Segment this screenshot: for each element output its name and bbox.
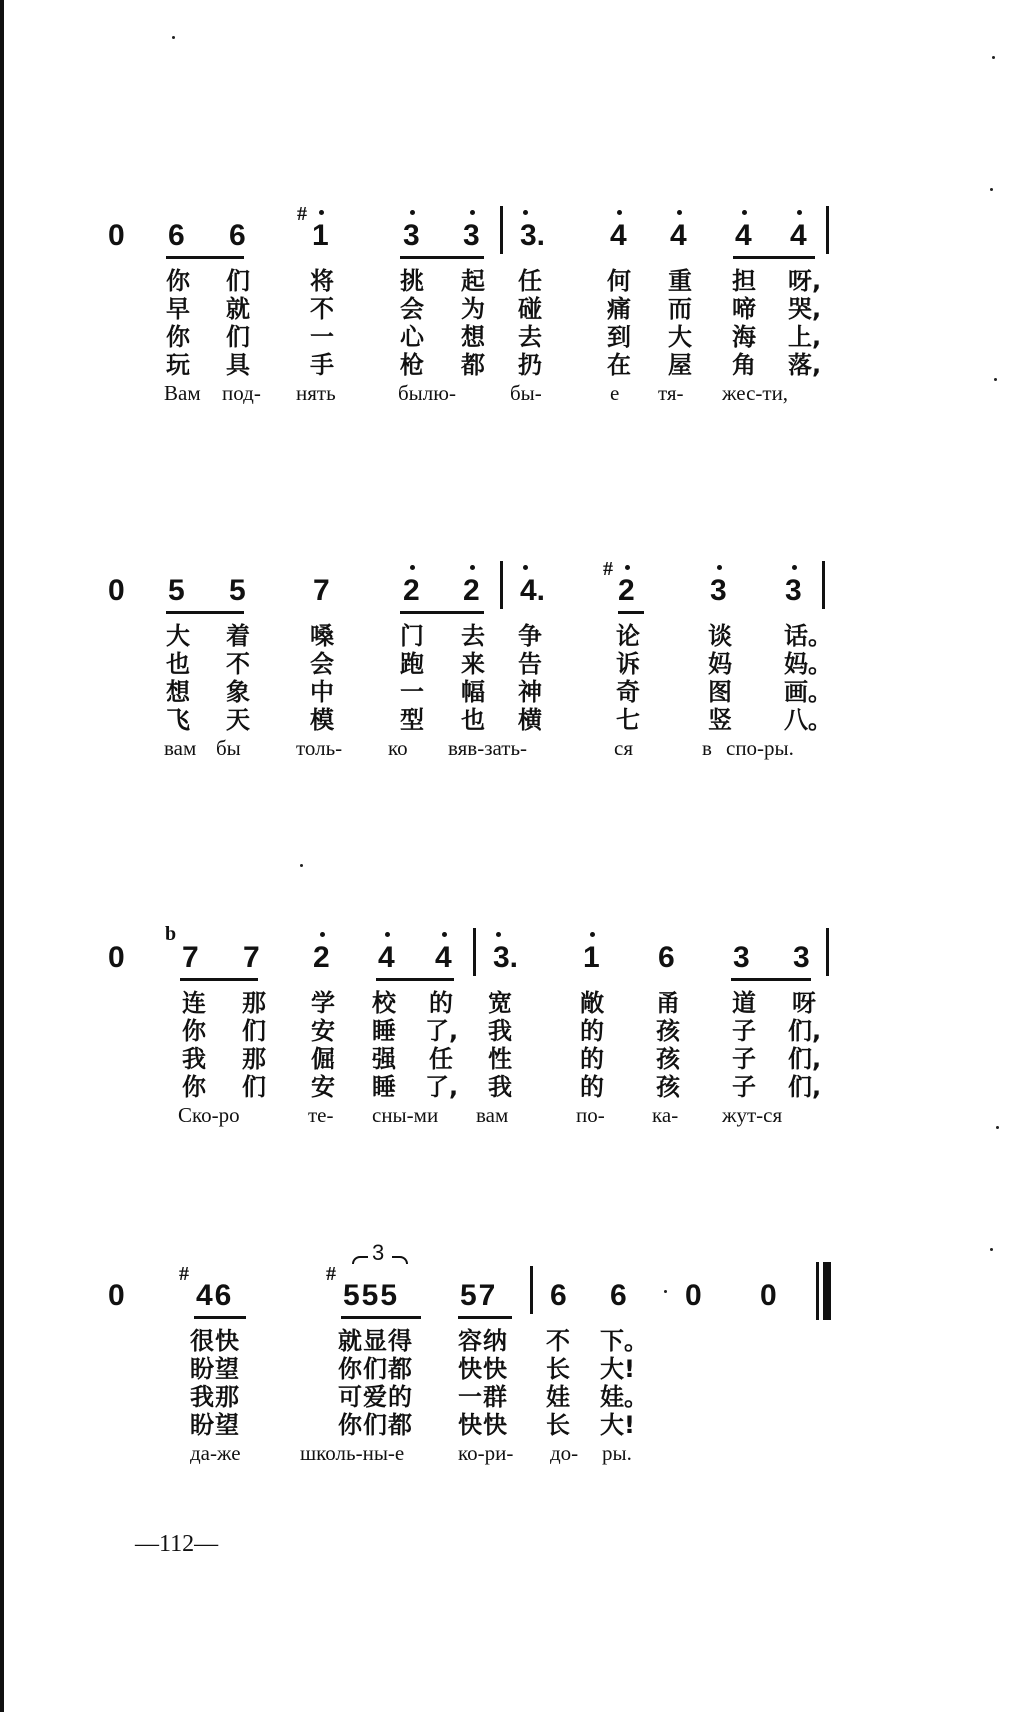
notation-row xyxy=(0,912,1024,998)
russian-syllable: жут-ся xyxy=(722,1103,783,1127)
notation-row xyxy=(0,545,1024,631)
system-3 xyxy=(0,912,1024,1152)
lyric-syllable: 八。 xyxy=(784,706,832,734)
lyric-syllable: 的 xyxy=(429,989,453,1017)
bar-line xyxy=(500,561,503,609)
note: 3. xyxy=(493,941,519,974)
lyric-syllable: 何 xyxy=(607,267,631,295)
russian-syllable: вяв-зать- xyxy=(448,736,528,760)
lyric-syllable: 图 xyxy=(708,678,732,706)
lyric-syllable: 子 xyxy=(732,1045,756,1073)
lyric-syllable: 象 xyxy=(226,678,250,706)
bar-line xyxy=(826,928,829,976)
russian-syllable: да-же xyxy=(190,1441,241,1465)
russian-syllable: ка- xyxy=(652,1103,679,1127)
russian-syllable: бы xyxy=(216,736,241,760)
note: 0 xyxy=(108,574,125,607)
lyric-syllable: 我 xyxy=(182,1045,206,1073)
note: 0 xyxy=(108,1279,125,1312)
note: 3 xyxy=(785,574,802,607)
russian-syllable: Вам xyxy=(164,381,201,405)
speck xyxy=(172,36,175,39)
high-octave-dot xyxy=(385,932,390,937)
lyric-syllable: 幅 xyxy=(461,678,485,706)
lyric-word: 就显得 xyxy=(338,1327,413,1355)
lyric-syllable: 落, xyxy=(788,351,822,379)
lyric-syllable: 大! xyxy=(600,1355,635,1383)
note: 3 xyxy=(403,219,420,252)
lyric-syllable: 大 xyxy=(668,323,692,351)
lyric-syllable: 们 xyxy=(226,267,250,295)
lyric-syllable: 你 xyxy=(166,323,190,351)
lyric-syllable: 孩 xyxy=(656,1017,680,1045)
lyric-syllable: 子 xyxy=(732,1017,756,1045)
lyric-syllable: 子 xyxy=(732,1073,756,1101)
lyric-syllable: 重 xyxy=(668,267,692,295)
note: 0 xyxy=(108,941,125,974)
note-group: 555 xyxy=(343,1279,400,1312)
lyric-syllable: 们, xyxy=(788,1073,822,1101)
eighth-beam xyxy=(733,256,815,259)
lyric-syllable: 性 xyxy=(488,1045,512,1073)
triplet-bracket-right xyxy=(392,1256,408,1264)
high-octave-dot xyxy=(797,210,802,215)
russian-syllable: ся xyxy=(614,736,633,760)
note: 1 xyxy=(312,219,329,252)
russian-syllable: ко xyxy=(388,736,408,760)
note: 3 xyxy=(710,574,727,607)
lyric-syllable: 呀 xyxy=(792,989,816,1017)
lyric-syllable: 手 xyxy=(310,351,334,379)
note: 6 xyxy=(168,219,185,252)
high-octave-dot xyxy=(442,932,447,937)
lyric-word: 容纳 xyxy=(458,1327,508,1355)
lyric-syllable: 跑 xyxy=(400,650,424,678)
lyric-syllable: 想 xyxy=(166,678,190,706)
note: 3 xyxy=(793,941,810,974)
russian-syllable: под- xyxy=(222,381,261,405)
russian-syllable: школь-ны-е xyxy=(300,1441,405,1465)
lyric-syllable: 妈 xyxy=(708,650,732,678)
high-octave-dot xyxy=(410,565,415,570)
notation-row xyxy=(0,190,1024,276)
lyric-syllable: 会 xyxy=(400,295,424,323)
eighth-beam xyxy=(180,978,258,981)
eighth-beam xyxy=(376,978,454,981)
lyric-syllable: 甬 xyxy=(656,989,680,1017)
note: 4 xyxy=(435,941,452,974)
notation-row xyxy=(0,1240,1024,1336)
russian-syllable: бы- xyxy=(510,381,542,405)
lyric-syllable: 那 xyxy=(242,1045,266,1073)
eighth-beam xyxy=(194,1316,246,1319)
accidental-sharp: # xyxy=(179,1263,189,1285)
eighth-beam xyxy=(618,611,644,614)
lyric-syllable: 去 xyxy=(518,323,542,351)
lyric-syllable: 们 xyxy=(226,323,250,351)
lyric-syllable: 诉 xyxy=(616,650,640,678)
lyric-syllable: 安 xyxy=(311,1017,335,1045)
high-octave-dot xyxy=(320,932,325,937)
lyric-syllable: 告 xyxy=(518,650,542,678)
high-octave-dot xyxy=(496,932,501,937)
russian-syllable: ры. xyxy=(602,1441,632,1465)
lyric-syllable: 们 xyxy=(242,1073,266,1101)
lyric-syllable: 了, xyxy=(425,1017,459,1045)
lyric-syllable: 孩 xyxy=(656,1073,680,1101)
note: 6 xyxy=(550,1279,567,1312)
lyric-syllable: 们, xyxy=(788,1045,822,1073)
system-1 xyxy=(0,190,1024,430)
lyric-syllable: 大! xyxy=(600,1411,635,1439)
lyric-syllable: 争 xyxy=(518,622,542,650)
lyric-syllable: 强 xyxy=(372,1045,396,1073)
high-octave-dot xyxy=(625,565,630,570)
high-octave-dot xyxy=(717,565,722,570)
lyric-syllable: 也 xyxy=(166,650,190,678)
lyric-syllable: 不 xyxy=(546,1327,570,1355)
russian-syllable: спо-ры. xyxy=(726,736,794,760)
lyric-syllable: 校 xyxy=(372,989,396,1017)
note-group: 46 xyxy=(196,1279,234,1312)
note-group: 57 xyxy=(460,1279,498,1312)
eighth-beam xyxy=(400,611,484,614)
page-number: —112— xyxy=(135,1531,219,1557)
note: 2 xyxy=(403,574,420,607)
lyric-syllable: 为 xyxy=(461,295,485,323)
note: 7 xyxy=(182,941,199,974)
russian-syllable: сны-ми xyxy=(372,1103,439,1127)
russian-syllable: вам xyxy=(476,1103,509,1127)
lyric-syllable: 玩 xyxy=(166,351,190,379)
lyric-word: 盼望 xyxy=(190,1355,240,1383)
lyric-word: 快快 xyxy=(458,1411,508,1439)
lyric-syllable: 倔 xyxy=(311,1045,335,1073)
speck xyxy=(992,56,995,59)
high-octave-dot xyxy=(319,210,324,215)
system-4 xyxy=(0,1240,1024,1490)
lyric-syllable: 神 xyxy=(518,678,542,706)
lyric-syllable: 中 xyxy=(310,678,334,706)
high-octave-dot xyxy=(792,565,797,570)
lyric-syllable: 下。 xyxy=(600,1327,648,1355)
high-octave-dot xyxy=(617,210,622,215)
lyric-syllable: 早 xyxy=(166,295,190,323)
lyric-syllable: 来 xyxy=(461,650,485,678)
russian-syllable: до- xyxy=(550,1441,579,1465)
lyric-syllable: 嗓 xyxy=(310,622,334,650)
lyric-syllable: 在 xyxy=(607,351,631,379)
lyric-syllable: 你 xyxy=(182,1073,206,1101)
lyric-word: 盼望 xyxy=(190,1411,240,1439)
high-octave-dot xyxy=(410,210,415,215)
lyric-syllable: 也 xyxy=(461,706,485,734)
lyric-syllable: 我 xyxy=(488,1017,512,1045)
lyric-syllable: 奇 xyxy=(616,678,640,706)
eighth-beam xyxy=(341,1316,421,1319)
final-bar-line-thick xyxy=(823,1262,831,1320)
note: 2 xyxy=(618,574,635,607)
note: 3 xyxy=(733,941,750,974)
lyric-syllable: 任 xyxy=(518,267,542,295)
lyric-syllable: 横 xyxy=(518,706,542,734)
lyric-syllable: 飞 xyxy=(166,706,190,734)
eighth-beam xyxy=(731,978,811,981)
lyric-syllable: 就 xyxy=(226,295,250,323)
lyric-syllable: 担 xyxy=(732,267,756,295)
lyric-syllable: 屋 xyxy=(668,351,692,379)
lyric-syllable: 宽 xyxy=(488,989,512,1017)
lyric-syllable: 大 xyxy=(166,622,190,650)
lyric-word: 快快 xyxy=(458,1355,508,1383)
lyric-syllable: 碰 xyxy=(518,295,542,323)
lyric-syllable: 敞 xyxy=(580,989,604,1017)
lyric-word: 我那 xyxy=(190,1383,240,1411)
lyric-syllable: 孩 xyxy=(656,1045,680,1073)
russian-syllable: жес-ти, xyxy=(722,381,789,405)
lyric-syllable: 妈。 xyxy=(784,650,832,678)
note: 6 xyxy=(610,1279,627,1312)
lyric-syllable: 天 xyxy=(226,706,250,734)
russian-syllable: былю- xyxy=(398,381,456,405)
lyric-syllable: 任 xyxy=(429,1045,453,1073)
lyric-syllable: 的 xyxy=(580,1017,604,1045)
note: 7 xyxy=(243,941,260,974)
lyric-syllable: 哭, xyxy=(788,295,822,323)
lyric-syllable: 不 xyxy=(226,650,250,678)
bar-line xyxy=(473,928,476,976)
note: 0 xyxy=(685,1279,702,1312)
lyric-syllable: 模 xyxy=(310,706,334,734)
note: 6 xyxy=(658,941,675,974)
russian-syllable: в xyxy=(702,736,712,760)
russian-syllable: нять xyxy=(296,381,336,405)
bar-line xyxy=(500,206,503,254)
accidental-flat: b xyxy=(165,923,177,945)
final-bar-line-thin xyxy=(816,1262,819,1320)
eighth-beam xyxy=(166,256,244,259)
eighth-beam xyxy=(458,1316,512,1319)
bar-line xyxy=(530,1266,533,1314)
lyric-syllable: 长 xyxy=(546,1411,570,1439)
lyric-syllable: 那 xyxy=(242,989,266,1017)
russian-syllable: по- xyxy=(576,1103,605,1127)
lyric-syllable: 会 xyxy=(310,650,334,678)
high-octave-dot xyxy=(677,210,682,215)
lyric-syllable: 想 xyxy=(461,323,485,351)
lyric-syllable: 到 xyxy=(607,323,631,351)
lyric-syllable: 去 xyxy=(461,622,485,650)
lyric-syllable: 着 xyxy=(226,622,250,650)
lyric-syllable: 睡 xyxy=(372,1017,396,1045)
lyric-syllable: 连 xyxy=(182,989,206,1017)
lyric-syllable: 而 xyxy=(668,295,692,323)
lyric-word: 你们都 xyxy=(338,1355,413,1383)
lyric-syllable: 挑 xyxy=(400,267,424,295)
lyric-syllable: 七 xyxy=(616,706,640,734)
lyric-syllable: 的 xyxy=(580,1073,604,1101)
eighth-beam xyxy=(166,611,244,614)
note: 3 xyxy=(463,219,480,252)
lyric-syllable: 道 xyxy=(732,989,756,1017)
accidental-sharp: # xyxy=(326,1263,336,1285)
lyric-syllable: 将 xyxy=(310,267,334,295)
high-octave-dot xyxy=(590,932,595,937)
lyric-syllable: 娃。 xyxy=(600,1383,648,1411)
lyric-syllable: 不 xyxy=(310,295,334,323)
lyric-word: 很快 xyxy=(190,1327,240,1355)
lyric-syllable: 扔 xyxy=(518,351,542,379)
bar-line xyxy=(826,206,829,254)
lyric-syllable: 起 xyxy=(461,267,485,295)
speck xyxy=(300,864,303,867)
lyric-syllable: 娃 xyxy=(546,1383,570,1411)
russian-syllable: е xyxy=(610,381,620,405)
russian-syllable: Ско-ро xyxy=(178,1103,240,1127)
note: 4. xyxy=(520,574,546,607)
note: 3. xyxy=(520,219,546,252)
lyric-syllable: 你 xyxy=(182,1017,206,1045)
lyric-syllable: 具 xyxy=(226,351,250,379)
russian-syllable: ко-ри- xyxy=(458,1441,514,1465)
lyric-syllable: 学 xyxy=(311,989,335,1017)
lyric-syllable: 话。 xyxy=(784,622,832,650)
lyric-syllable: 竖 xyxy=(708,706,732,734)
high-octave-dot xyxy=(523,565,528,570)
note: 2 xyxy=(463,574,480,607)
lyric-syllable: 门 xyxy=(400,622,424,650)
note: 6 xyxy=(229,219,246,252)
lyric-syllable: 安 xyxy=(311,1073,335,1101)
note: 1 xyxy=(583,941,600,974)
lyric-syllable: 上, xyxy=(788,323,822,351)
note: 0 xyxy=(760,1279,777,1312)
note: 4 xyxy=(790,219,807,252)
note: 7 xyxy=(313,574,330,607)
lyric-syllable: 的 xyxy=(580,1045,604,1073)
lyric-syllable: 海 xyxy=(732,323,756,351)
lyric-syllable: 角 xyxy=(732,351,756,379)
lyric-syllable: 呀, xyxy=(788,267,822,295)
lyric-syllable: 论 xyxy=(616,622,640,650)
note: 4 xyxy=(735,219,752,252)
lyric-word: 一群 xyxy=(458,1383,508,1411)
accidental-sharp: # xyxy=(603,558,613,580)
russian-syllable: вам xyxy=(164,736,197,760)
note: 5 xyxy=(229,574,246,607)
eighth-beam xyxy=(400,256,484,259)
accidental-sharp: # xyxy=(297,203,307,225)
note: 4 xyxy=(610,219,627,252)
lyric-syllable: 们 xyxy=(242,1017,266,1045)
note: 5 xyxy=(168,574,185,607)
lyric-syllable: 长 xyxy=(546,1355,570,1383)
triplet-bracket-left xyxy=(352,1256,368,1264)
lyric-word: 你们都 xyxy=(338,1411,413,1439)
system-2 xyxy=(0,545,1024,785)
high-octave-dot xyxy=(523,210,528,215)
lyric-syllable: 心 xyxy=(400,323,424,351)
lyric-syllable: 谈 xyxy=(708,622,732,650)
triplet-number: 3 xyxy=(372,1240,385,1265)
lyric-syllable: 画。 xyxy=(784,678,832,706)
note: 4 xyxy=(670,219,687,252)
lyric-syllable: 了, xyxy=(425,1073,459,1101)
lyric-syllable: 我 xyxy=(488,1073,512,1101)
high-octave-dot xyxy=(470,565,475,570)
bar-line xyxy=(822,561,825,609)
lyric-word: 可爱的 xyxy=(338,1383,413,1411)
russian-syllable: те- xyxy=(308,1103,334,1127)
lyric-syllable: 枪 xyxy=(400,351,424,379)
lyric-syllable: 一 xyxy=(310,323,334,351)
lyric-syllable: 睡 xyxy=(372,1073,396,1101)
note: 2 xyxy=(313,941,330,974)
lyric-syllable: 你 xyxy=(166,267,190,295)
lyric-syllable: 一 xyxy=(400,678,424,706)
high-octave-dot xyxy=(742,210,747,215)
lyric-syllable: 痛 xyxy=(607,295,631,323)
lyric-syllable: 们, xyxy=(788,1017,822,1045)
lyric-syllable: 型 xyxy=(400,706,424,734)
russian-syllable: толь- xyxy=(296,736,343,760)
russian-syllable: тя- xyxy=(658,381,684,405)
high-octave-dot xyxy=(470,210,475,215)
note: 4 xyxy=(378,941,395,974)
note: 0 xyxy=(108,219,125,252)
lyric-syllable: 都 xyxy=(461,351,485,379)
lyric-syllable: 啼 xyxy=(732,295,756,323)
